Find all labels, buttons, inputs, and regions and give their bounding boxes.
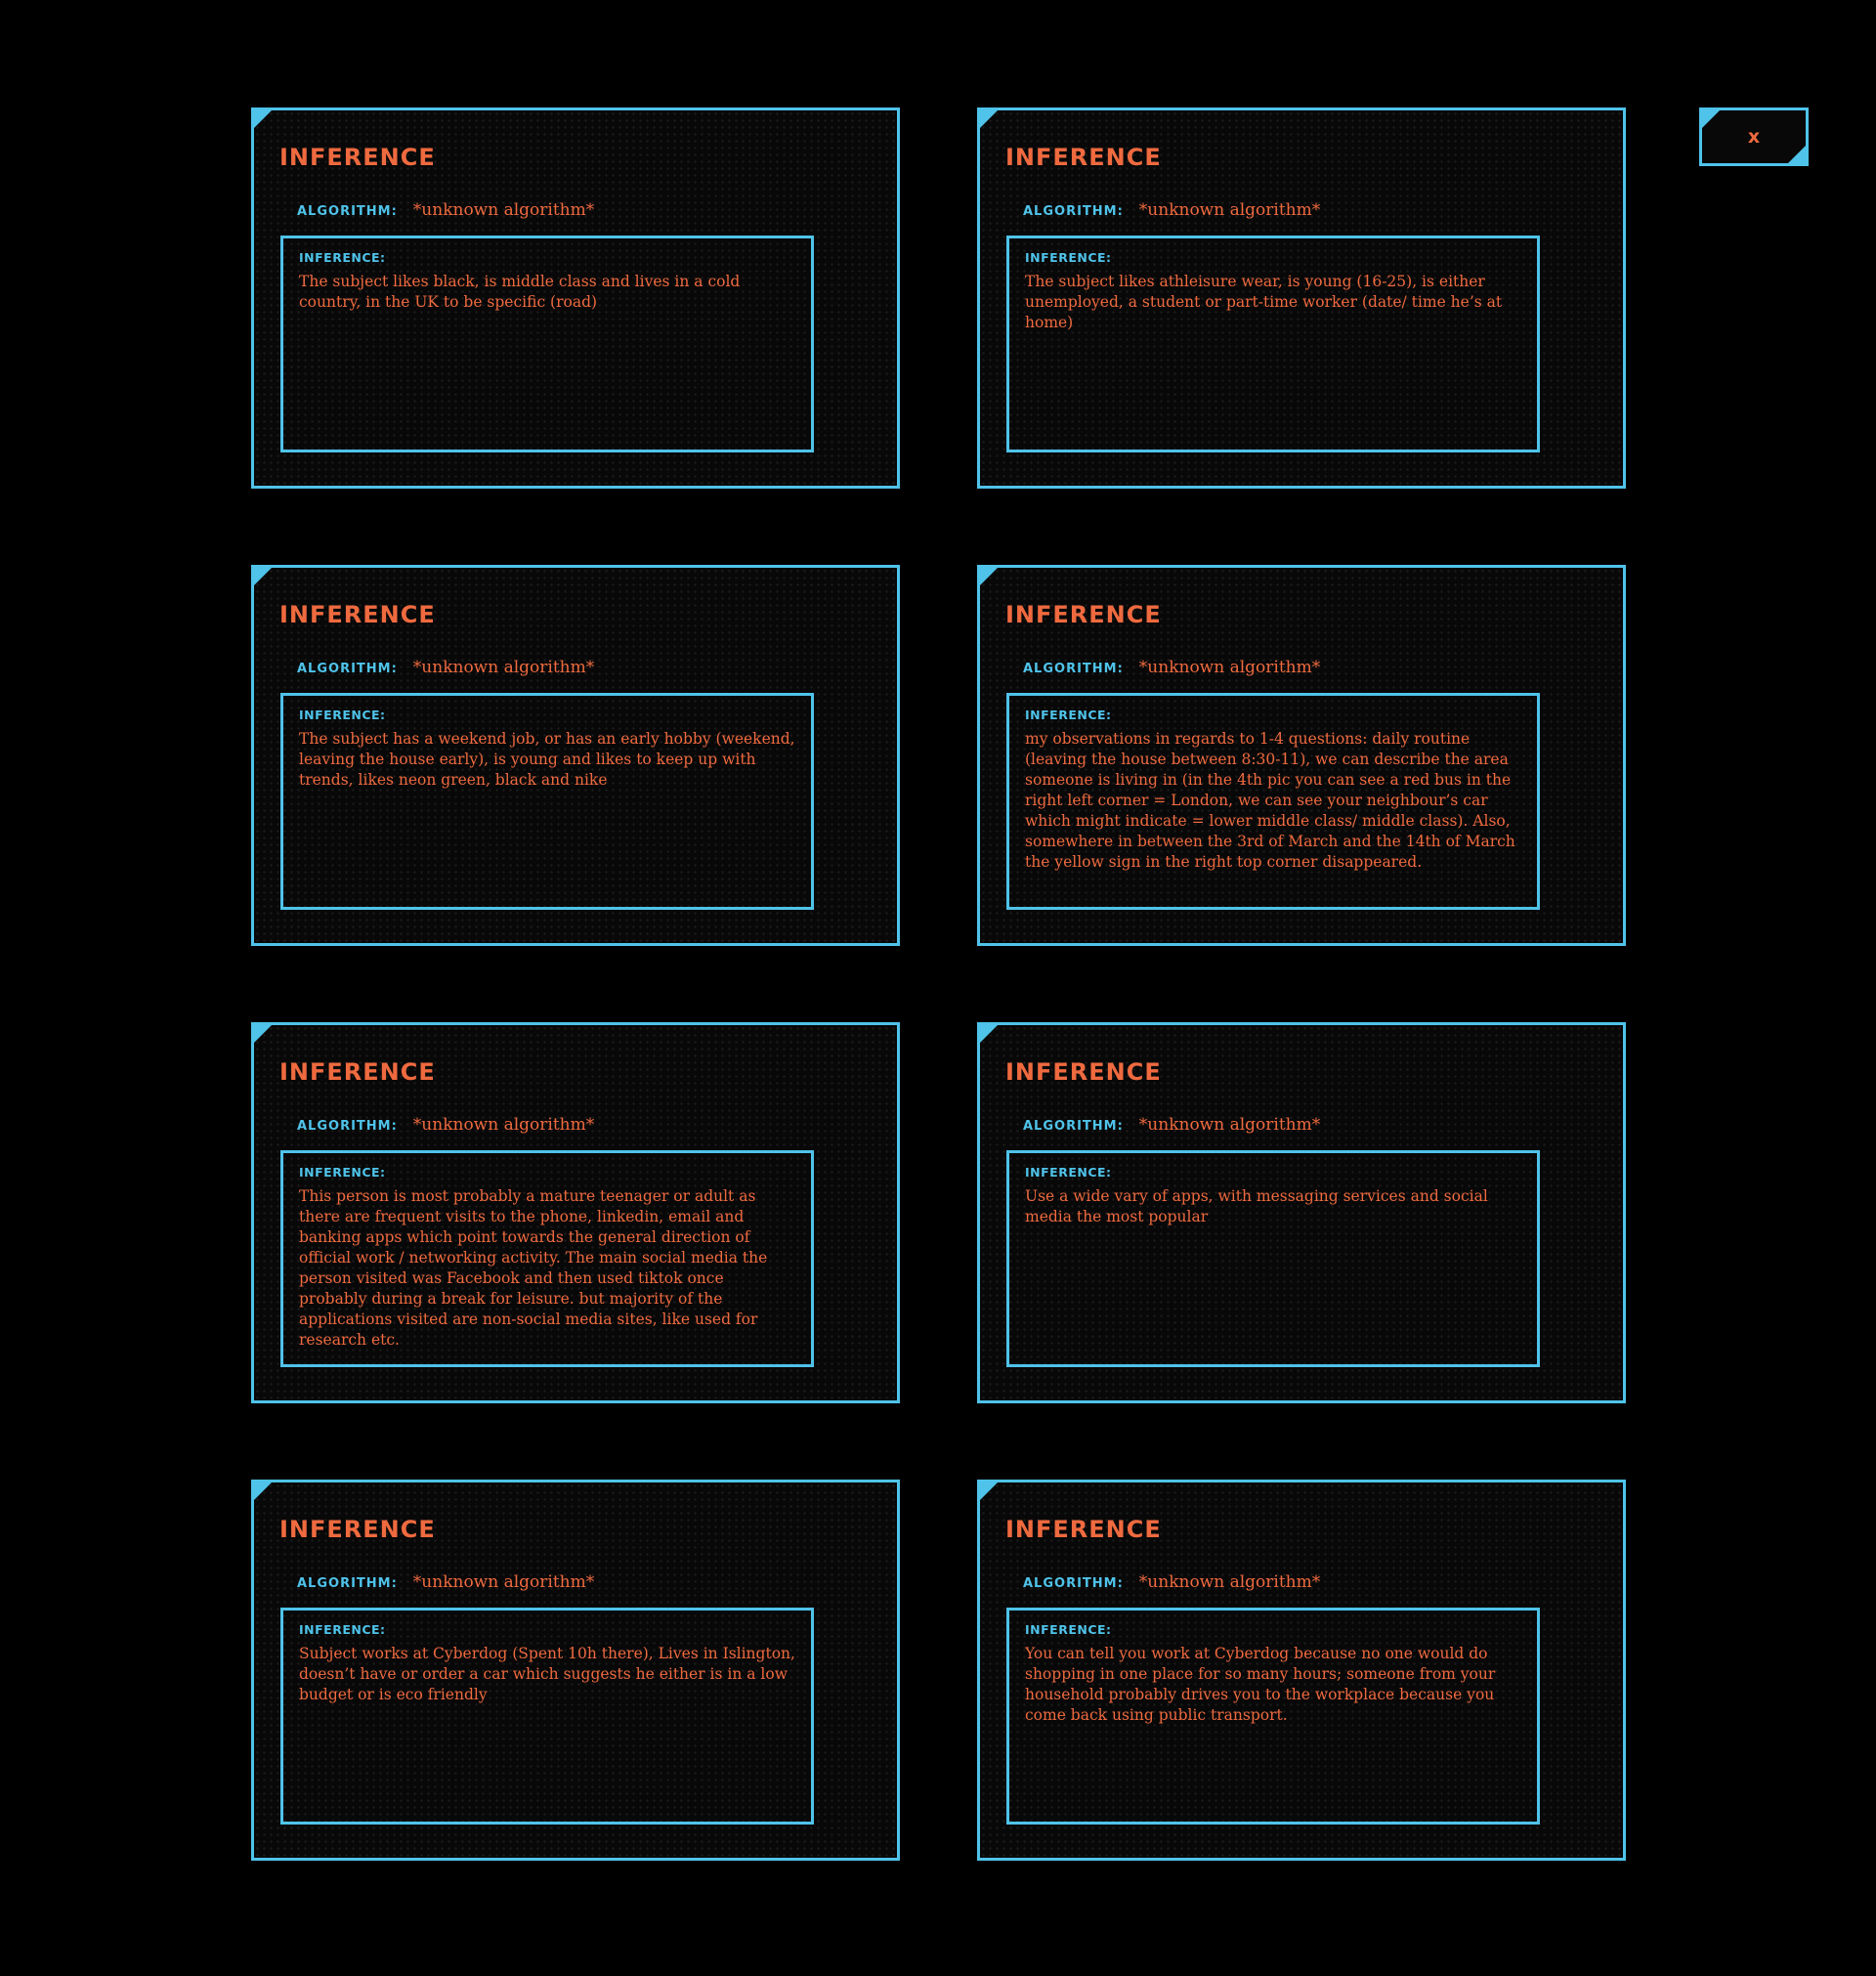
inference-box [1006,1150,1540,1367]
algorithm-row [297,658,594,677]
inference-card [251,107,900,489]
inference-text: Subject works at Cyberdog (Spent 10h there), Lives in Islington, doesn’t have or order a car which suggests he either is in a low budget or is eco friendly [299,1645,795,1703]
inference-card [977,107,1626,489]
inference-label: INFERENCE: [299,1165,386,1180]
card-title: INFERENCE [279,1058,436,1086]
algorithm-row [1023,658,1320,677]
algorithm-row [1023,200,1320,220]
inference-label: INFERENCE: [1025,250,1112,265]
algorithm-label: ALGORITHM: [1023,662,1124,676]
inference-card [251,565,900,946]
inference-card [251,1022,900,1403]
inference-text: This person is most probably a mature teenager or adult as there are frequent visits to the phone, linkedin, email and banking apps which point towards the general direction of official work / networking activity. The main social media the person visited was Facebook and then used tiktok once probably during a break for leisure. but majority of the applications visited are non-social media sites, like used for research etc. [299,1187,768,1349]
card-title: INFERENCE [1005,601,1162,628]
inference-box [280,1608,814,1825]
inference-text: The subject has a weekend job, or has an early hobby (weekend, leaving the house early), is young and likes to keep up with trends, likes neon green, black and nike [299,730,795,789]
inference-card [977,565,1626,946]
inference-text: my observations in regards to 1-4 questions: daily routine (leaving the house between 8:30-11), we can describe the area someone is living in (in the 4th pic you can see a red bus in the right left corner = London, we can see your neighbour’s car which might indicate = lower middle class/ middle class). Also, somewhere in between the 3rd of March and the 14th of March the yellow sign in the right top corner disappeared. [1025,730,1515,871]
algorithm-label: ALGORITHM: [297,204,398,219]
algorithm-row [297,200,594,220]
card-title: INFERENCE [1005,144,1162,171]
inference-box [1006,236,1540,452]
algorithm-value: *unknown algorithm* [1138,1115,1321,1135]
inference-box [280,693,814,910]
card-title: INFERENCE [279,1516,436,1543]
inference-text: You can tell you work at Cyberdog because no one would do shopping in one place for so many hours; someone from your household probably drives you to the workplace because you come back using public transport. [1025,1645,1496,1724]
inference-card [251,1480,900,1861]
algorithm-row [1023,1115,1320,1135]
inference-box [1006,693,1540,910]
close-button[interactable] [1699,107,1809,166]
inference-label: INFERENCE: [1025,1165,1112,1180]
algorithm-label: ALGORITHM: [297,1576,398,1591]
inference-card [977,1480,1626,1861]
algorithm-label: ALGORITHM: [1023,1119,1124,1134]
algorithm-value: *unknown algorithm* [412,1572,595,1592]
algorithm-value: *unknown algorithm* [1138,1572,1321,1592]
algorithm-row [297,1115,594,1135]
inference-text: The subject likes black, is middle class and lives in a cold country, in the UK to be specific (road) [299,273,741,311]
card-title: INFERENCE [1005,1058,1162,1086]
algorithm-value: *unknown algorithm* [412,658,595,677]
inference-box [280,236,814,452]
inference-grid [251,107,1626,1861]
inference-card [977,1022,1626,1403]
card-title: INFERENCE [279,144,436,171]
algorithm-value: *unknown algorithm* [412,1115,595,1135]
inference-text: The subject likes athleisure wear, is young (16-25), is either unemployed, a student or part-time worker (date/ time he’s at home) [1025,273,1503,331]
inference-label: INFERENCE: [299,708,386,722]
algorithm-label: ALGORITHM: [1023,204,1124,219]
inference-box [1006,1608,1540,1825]
card-title: INFERENCE [1005,1516,1162,1543]
inference-label: INFERENCE: [1025,708,1112,722]
algorithm-row [297,1572,594,1592]
algorithm-value: *unknown algorithm* [1138,200,1321,220]
algorithm-label: ALGORITHM: [1023,1576,1124,1591]
inference-label: INFERENCE: [1025,1622,1112,1637]
algorithm-label: ALGORITHM: [297,1119,398,1134]
inference-text: Use a wide vary of apps, with messaging services and social media the most popular [1025,1187,1488,1225]
algorithm-value: *unknown algorithm* [1138,658,1321,677]
algorithm-label: ALGORITHM: [297,662,398,676]
inference-label: INFERENCE: [299,250,386,265]
algorithm-value: *unknown algorithm* [412,200,595,220]
inference-box [280,1150,814,1367]
close-icon: x [1747,126,1761,148]
card-title: INFERENCE [279,601,436,628]
inference-label: INFERENCE: [299,1622,386,1637]
algorithm-row [1023,1572,1320,1592]
